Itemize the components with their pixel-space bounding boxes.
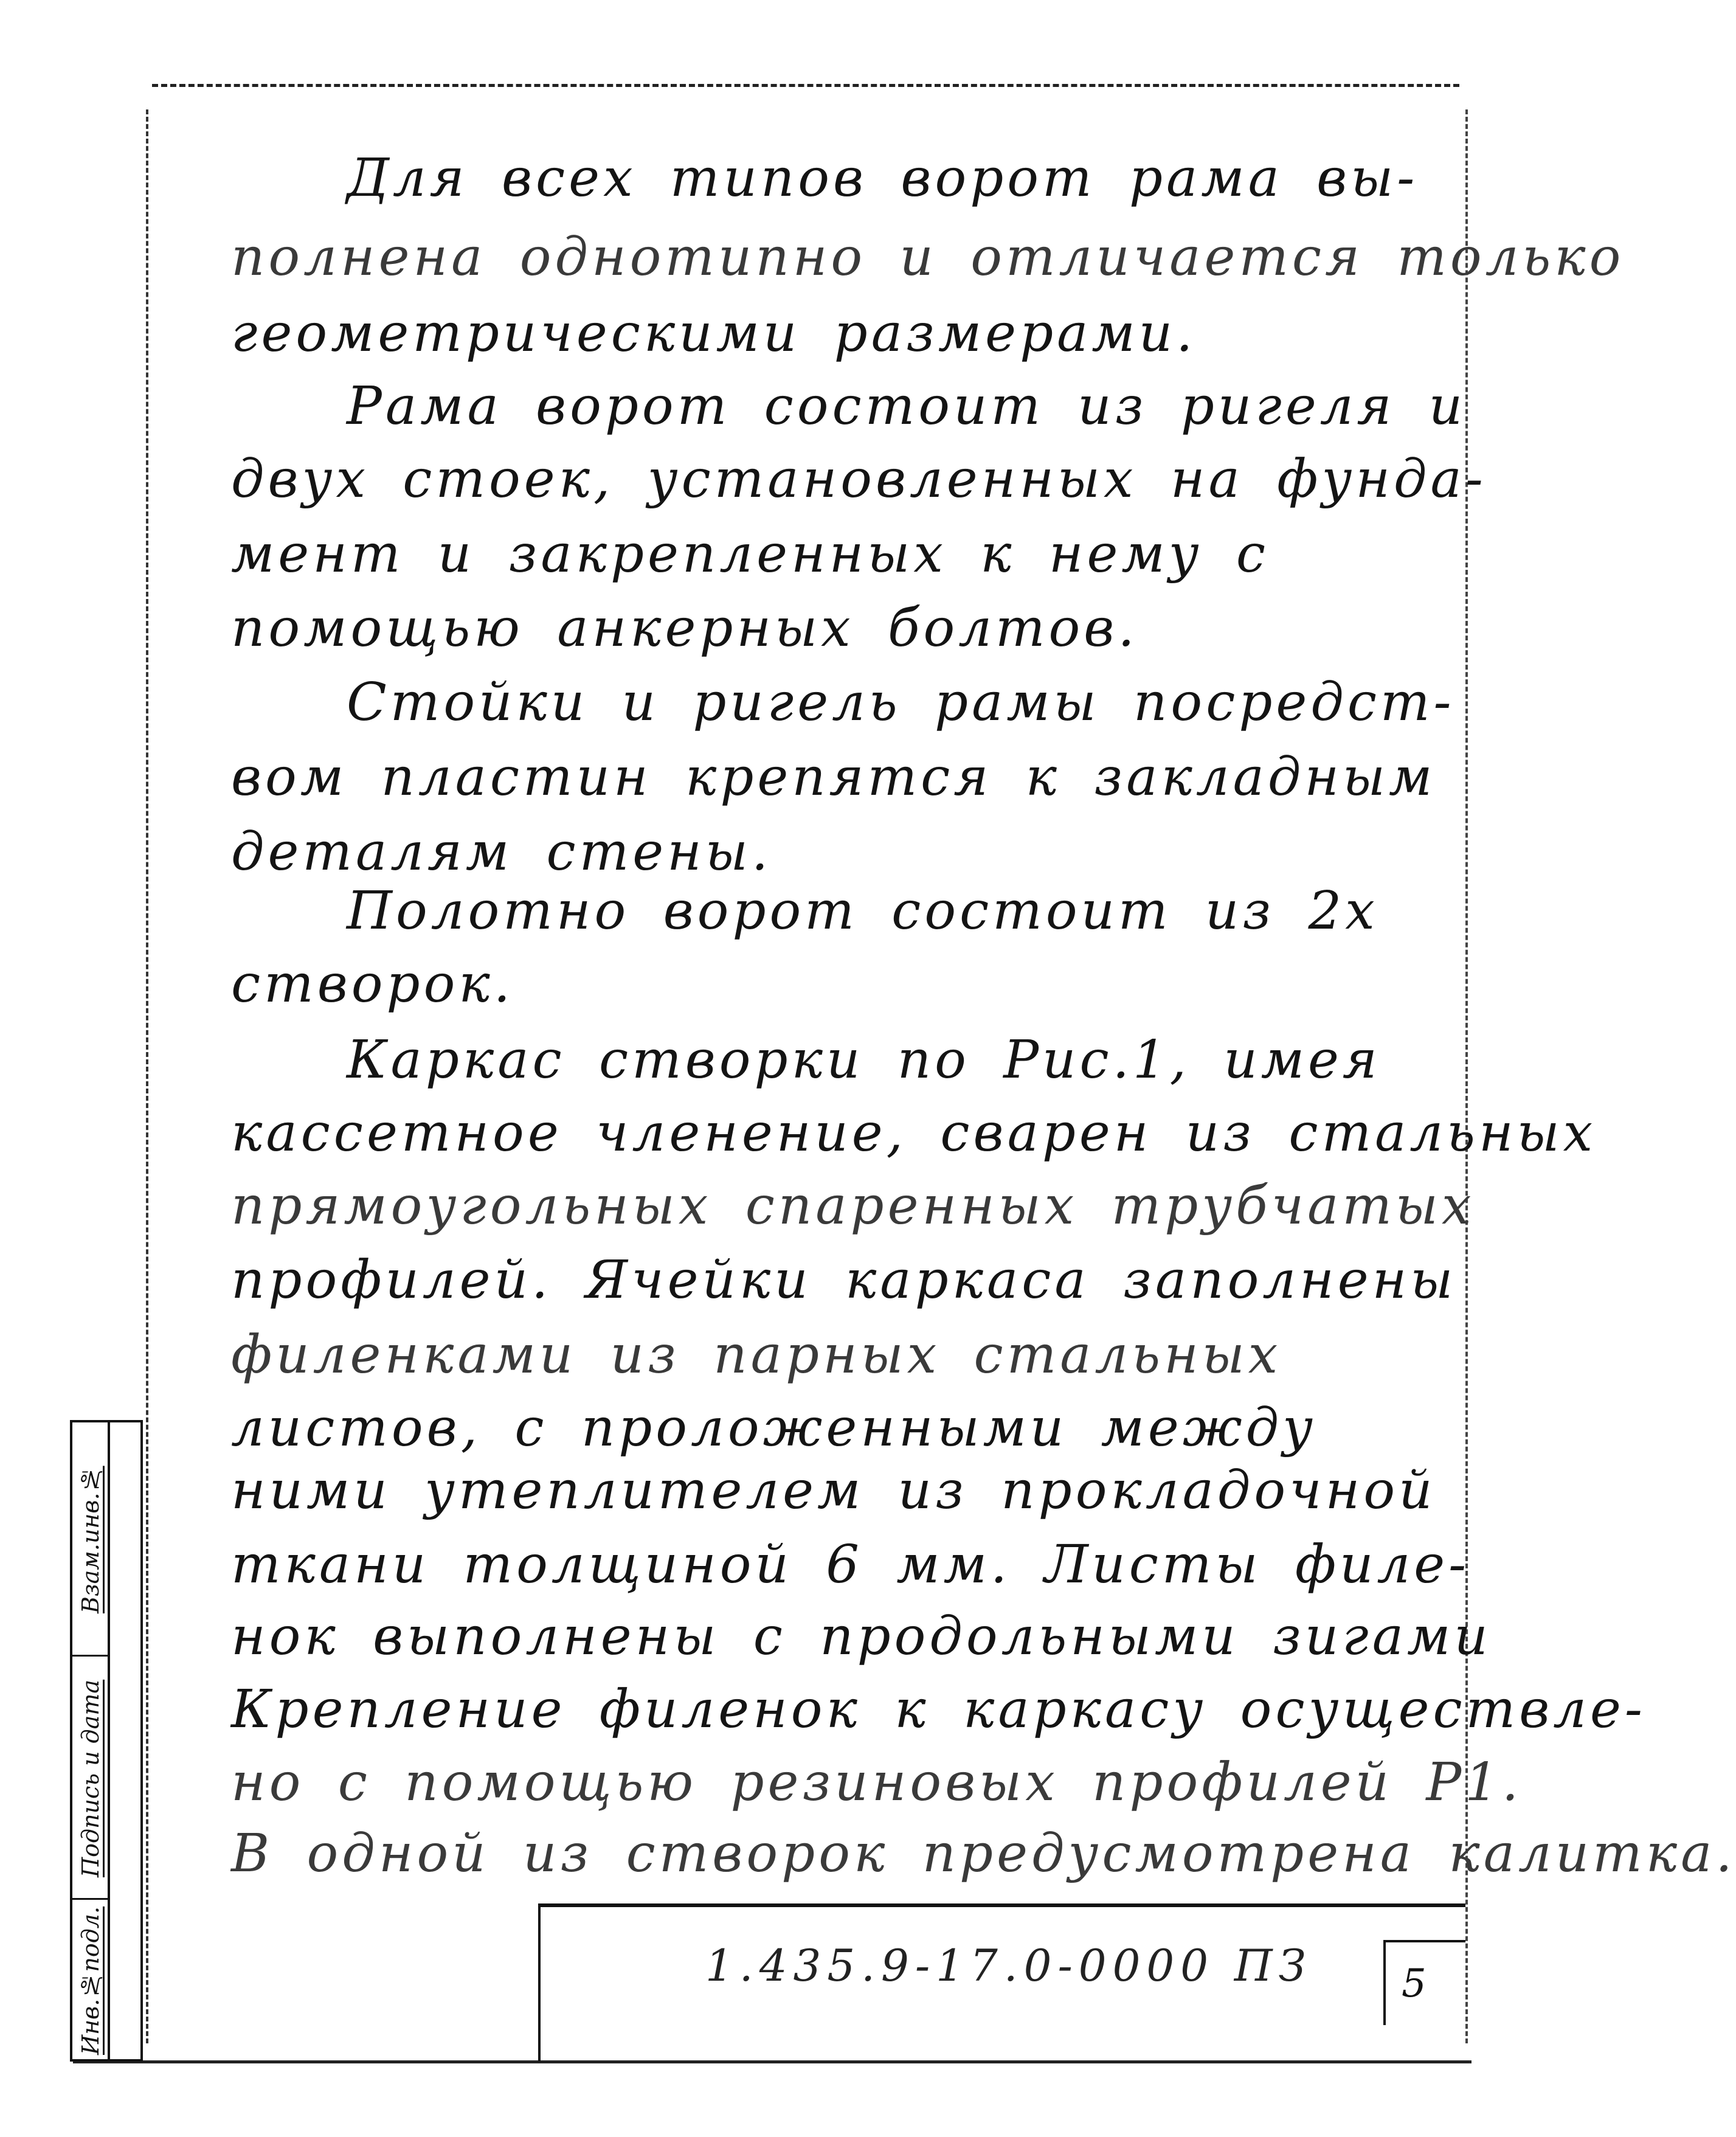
inv-no-original-label: Инв.№подл. [77, 1906, 104, 2055]
body-line: Полотно ворот состоит из 2х [347, 881, 1378, 941]
body-line: двух стоек, установленных на фунда- [231, 449, 1487, 510]
body-line: Рама ворот состоит из ригеля и [347, 376, 1467, 437]
body-line: мент и закрепленных к нему с [231, 524, 1270, 584]
body-line: листов, с проложенными между [231, 1398, 1316, 1458]
body-line: но с помощью резиновых профилей Р1. [231, 1752, 1523, 1813]
frame-top-border [152, 84, 1459, 87]
body-line: Каркас створки по Рис.1, имея [347, 1030, 1381, 1090]
body-line: филенками из парных стальных [231, 1325, 1282, 1385]
frame-left-border [146, 109, 148, 2043]
body-line: вом пластин крепятся к закладным [231, 747, 1436, 808]
body-line: Крепление филенок к каркасу осуществле- [231, 1679, 1646, 1740]
body-line: кассетное членение, сварен из стальных [231, 1103, 1597, 1163]
body-line: геометрическими размерами. [231, 303, 1197, 364]
body-line: ними утеплителем из прокладочной [231, 1460, 1436, 1521]
body-line: прямоугольных спаренных трубчатых [231, 1176, 1475, 1236]
body-line: помощью анкерных болтов. [231, 598, 1138, 659]
body-line: В одной из створок предусмотрена калитка. [231, 1823, 1736, 1884]
body-line: нок выполнены с продольными зигами [231, 1606, 1492, 1667]
side-stamp-table [70, 1420, 143, 2062]
body-line: створок. [231, 954, 514, 1014]
body-line: Для всех типов ворот рама вы- [347, 148, 1419, 209]
body-line: полнена однотипно и отличается только [231, 227, 1625, 288]
replaces-inv-label: Взам.инв.№ [77, 1466, 104, 1613]
body-line: профилей. Ячейки каркаса заполнены [231, 1250, 1457, 1311]
body-line: деталям стены. [231, 822, 772, 882]
body-line: Стойки и ригель рамы посредст- [347, 672, 1455, 733]
sheet-number: 5 [1402, 1961, 1426, 2006]
document-code: 1.435.9-17.0-0000 ПЗ [705, 1940, 1312, 1991]
body-line: ткани толщиной 6 мм. Листы филе- [231, 1534, 1470, 1595]
signature-date-label: Подпись и дата [77, 1679, 104, 1877]
